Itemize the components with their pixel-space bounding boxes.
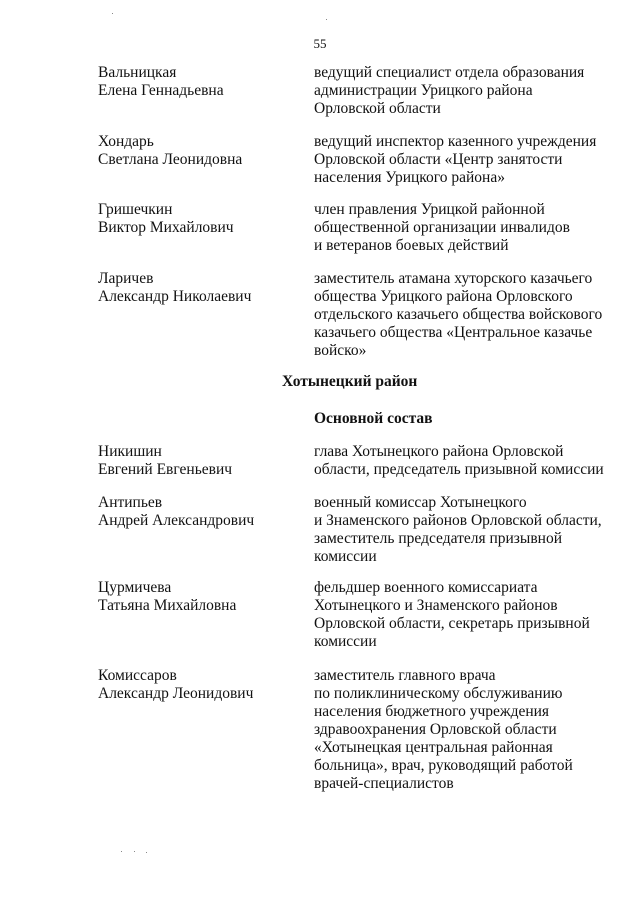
member-surname: Антипьев — [98, 494, 163, 511]
member-surname: Ларичев — [98, 270, 154, 287]
member-given-names: Виктор Михайлович — [98, 219, 234, 236]
position-line: и Знаменского районов Орловской области, — [314, 512, 602, 529]
member-name — [98, 64, 298, 100]
position-line: ведущий специалист отдела образования — [314, 64, 585, 81]
member-surname: Хондарь — [98, 133, 154, 150]
member-surname: Цурмичева — [98, 579, 172, 596]
position-line: отдельского казачьего общества войскового — [314, 306, 603, 323]
member-position — [314, 494, 614, 566]
position-line: глава Хотынецкого района Орловской — [314, 443, 564, 460]
page-number: 55 — [313, 36, 327, 51]
scan-speck — [326, 19, 327, 20]
position-line: войско» — [314, 342, 367, 359]
member-name — [98, 579, 298, 615]
member-position — [314, 64, 614, 118]
position-line: общественной организации инвалидов — [314, 219, 570, 236]
position-line: по поликлиническому обслуживанию — [314, 685, 563, 702]
position-line: Орловской области, секретарь призывной — [314, 615, 590, 632]
position-line: области, председатель призывной комиссии — [314, 461, 604, 478]
member-given-names: Светлана Леонидовна — [98, 151, 243, 168]
member-name — [98, 201, 298, 237]
member-given-names: Татьяна Михайловна — [98, 597, 237, 614]
position-line: администрации Урицкого района — [314, 82, 533, 99]
member-position — [314, 579, 614, 651]
position-line: и ветеранов боевых действий — [314, 237, 509, 254]
position-line: заместитель главного врача — [314, 667, 496, 684]
district-heading: Хотынецкий район — [282, 373, 418, 390]
position-line: Хотынецкого и Знаменского районов — [314, 597, 558, 614]
position-line: общества Урицкого района Орловского — [314, 288, 573, 305]
position-line: фельдшер военного комиссариата — [314, 579, 538, 596]
member-given-names: Евгений Евгеньевич — [98, 461, 233, 478]
position-line: населения Урицкого района» — [314, 169, 505, 186]
member-surname: Никишин — [98, 443, 162, 460]
member-name — [98, 133, 298, 169]
member-name — [98, 270, 298, 306]
member-surname: Гришечкин — [98, 201, 173, 218]
position-line: «Хотынецкая центральная районная — [314, 739, 553, 756]
member-name — [98, 494, 298, 530]
member-given-names: Андрей Александрович — [98, 512, 255, 529]
position-line: Орловской области «Центр занятости — [314, 151, 563, 168]
position-line: врачей-специалистов — [314, 775, 454, 792]
scan-speck — [121, 851, 122, 852]
position-line: больница», врач, руководящий работой — [314, 757, 573, 774]
member-position — [314, 443, 614, 479]
member-surname: Комиссаров — [98, 667, 177, 684]
position-line: казачьего общества «Центральное казачье — [314, 324, 593, 341]
member-surname: Вальницкая — [98, 64, 177, 81]
position-line: член правления Урицкой районной — [314, 201, 545, 218]
position-line: населения бюджетного учреждения — [314, 703, 550, 720]
member-given-names: Александр Леонидович — [98, 685, 254, 702]
scan-speck — [112, 13, 113, 14]
member-position — [314, 201, 614, 255]
position-line: военный комиссар Хотынецкого — [314, 494, 527, 511]
member-position — [314, 133, 614, 187]
section-heading: Основной состав — [314, 410, 433, 427]
position-line: здравоохранения Орловской области — [314, 721, 557, 738]
member-name — [98, 443, 298, 479]
position-line: комиссии — [314, 633, 377, 650]
position-line: ведущий инспектор казенного учреждения — [314, 133, 597, 150]
position-line: комиссии — [314, 548, 377, 565]
scan-speck — [146, 852, 147, 853]
member-name — [98, 667, 298, 703]
member-position — [314, 270, 614, 360]
scan-speck — [134, 851, 135, 852]
member-given-names: Александр Николаевич — [98, 288, 252, 305]
position-line: заместитель атамана хуторского казачьего — [314, 270, 593, 287]
member-position — [314, 667, 614, 793]
position-line: Орловской области — [314, 100, 441, 117]
member-given-names: Елена Геннадьевна — [98, 82, 224, 99]
position-line: заместитель председателя призывной — [314, 530, 562, 547]
